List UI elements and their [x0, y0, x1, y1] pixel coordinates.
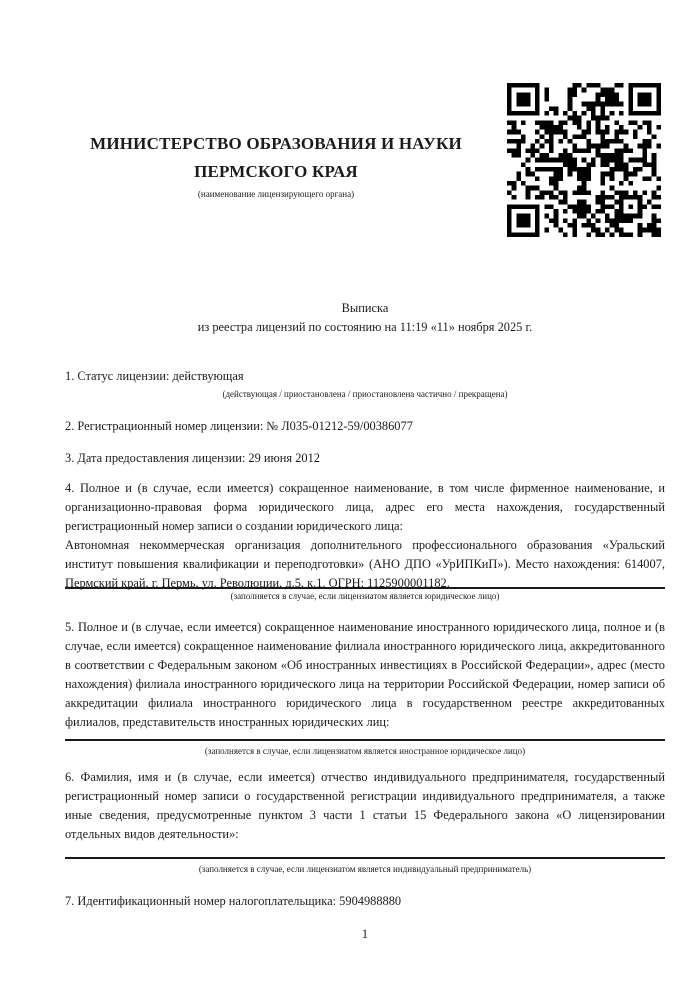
item-3-license-date: 3. Дата предоставления лицензии: 29 июня 2012	[65, 451, 321, 465]
ministry-header	[65, 130, 487, 200]
item-2-registration-number: 2. Регистрационный номер лицензии: № Л035-01212-59/00386077	[65, 419, 413, 433]
document-title-line1: Выписка	[341, 301, 389, 315]
item-7-taxpayer-number: 7. Идентификационный номер налогоплательщика: 5904988880	[65, 894, 402, 908]
item-5-foreign-entity: 5. Полное и (в случае, если имеется) сокращенное наименование иностранного юридического лица, полное и (в случае, если имеется) сокращенное наименование филиала иностранного юридического лица, аккредитованного в соответствии с Федеральным законом «Об иностранных инвестициях в Российской Федерации», адрес (место нахождения) филиала иностранного юридического лица на территории Российской Федерации, номер записи об аккредитации филиала иностранного юридического лица в государственном реестре аккредитованных филиалов, представительств иностранных юридических лиц:	[65, 620, 665, 729]
item-4-label: 4. Полное и (в случае, если имеется) сокращенное наименование, в том числе фирменное наименование, и организационно-правовая форма юридического лица, адрес его места нахождения, государственный регистрационный номер записи о создании юридического лица:	[65, 481, 665, 533]
rule-after-item-5	[65, 739, 665, 741]
document-title-line2: из реестра лицензий по состоянию на 11:19 «11» ноября 2025 г.	[197, 320, 533, 334]
item-1-license-status: 1. Статус лицензии: действующая	[65, 369, 244, 383]
item-6-entrepreneur: 6. Фамилия, имя и (в случае, если имеется) отчество индивидуального предпринимателя, государственный регистрационный номер записи о государственной регистрации индивидуального предпринимателя, а также иные сведения, предусмотренные пунктом 3 части 1 статьи 15 Федерального закона «О лицензировании отдельных видов деятельности»:	[65, 770, 665, 841]
ministry-name-line1: МИНИСТЕРСТВО ОБРАЗОВАНИЯ И НАУКИ	[90, 134, 462, 153]
page-number: 1	[361, 927, 369, 941]
document-title	[65, 299, 665, 337]
rule-after-item-6	[65, 857, 665, 859]
item-1-caption: (действующая / приостановлена / приостановлена частично / прекращена)	[222, 389, 508, 399]
ministry-subtitle: (наименование лицензирующего органа)	[197, 189, 355, 199]
item-6-caption: (заполняется в случае, если лицензиатом является индивидуальный предприниматель)	[198, 864, 532, 874]
rule-after-item-4	[65, 587, 665, 589]
ministry-name-line2: ПЕРМСКОГО КРАЯ	[194, 162, 358, 181]
item-5-caption: (заполняется в случае, если лицензиатом является иностранное юридическое лицо)	[204, 746, 526, 756]
item-4-legal-entity	[65, 479, 665, 593]
item-4-caption: (заполняется в случае, если лицензиатом является юридическое лицо)	[230, 591, 500, 601]
item-4-value: Автономная некоммерческая организация дополнительного профессионального образования «Уральский институт повышения квалификации и переподготовки» (АНО ДПО «УрИПКиП»). Место нахождения: 614007, Пермский край, г. Пермь, ул. Революции, д.5, к.1. ОГРН: 1125900001182.	[65, 538, 665, 590]
qr-code-icon	[507, 83, 661, 237]
